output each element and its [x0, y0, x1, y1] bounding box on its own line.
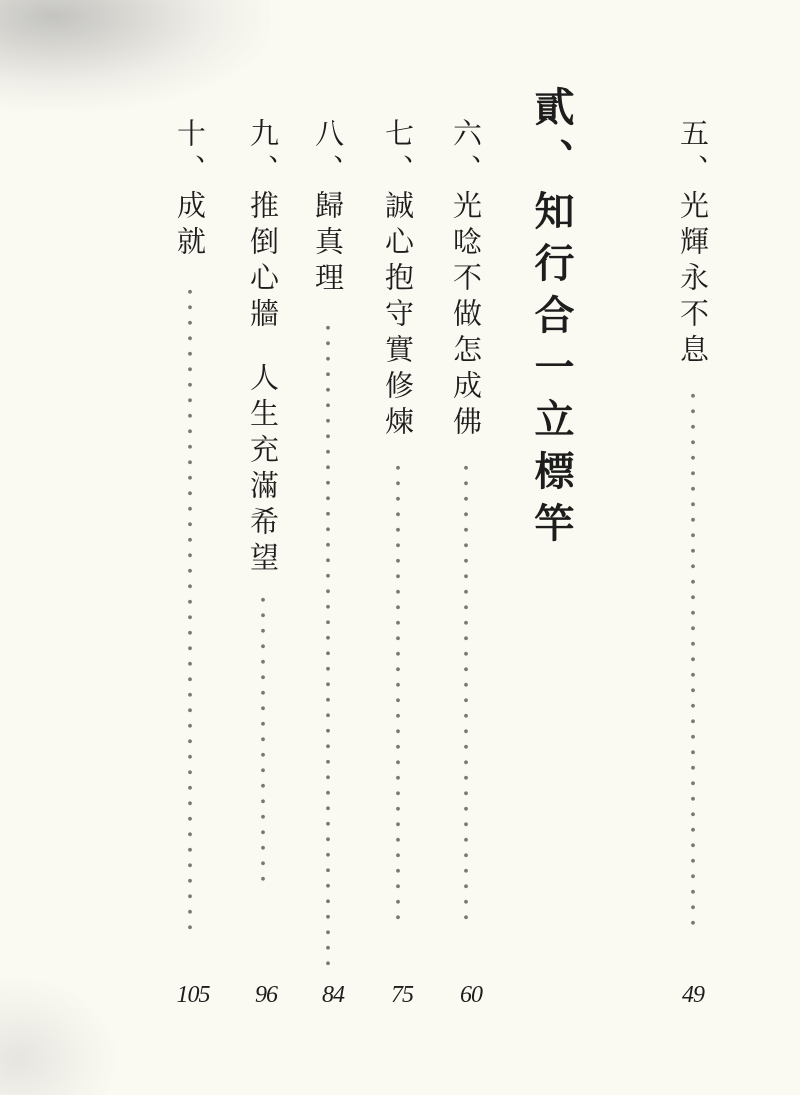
toc-entry-9[interactable]	[243, 118, 283, 892]
toc-entry-5[interactable]	[673, 118, 713, 933]
page-number: 84	[322, 982, 344, 1008]
scan-smudge	[0, 0, 270, 110]
dot-leader	[260, 592, 266, 892]
page-number: 96	[255, 982, 277, 1008]
toc-entry-8[interactable]	[308, 118, 348, 970]
dot-leader	[395, 460, 401, 923]
section-title	[527, 86, 575, 554]
entry-title: 十、成就	[173, 118, 207, 262]
page-number: 105	[176, 982, 210, 1008]
entry-title: 八、歸真理	[311, 118, 345, 298]
entry-subtitle: 人生充滿希望	[246, 362, 280, 578]
section-title-text: 貳、知行合一立標竿	[528, 86, 574, 554]
toc-entry-6[interactable]	[446, 118, 486, 923]
page-number: 75	[391, 982, 413, 1008]
entry-title: 六、光唸不做怎成佛	[449, 118, 483, 442]
dot-leader	[463, 460, 469, 923]
scan-smudge	[0, 975, 120, 1095]
toc-entry-10[interactable]	[170, 118, 210, 934]
dot-leader	[325, 320, 331, 970]
toc-entry-7[interactable]	[378, 118, 418, 923]
dot-leader	[690, 388, 696, 933]
page-number: 60	[460, 982, 482, 1008]
entry-title: 五、光輝永不息	[676, 118, 710, 370]
dot-leader	[187, 284, 193, 934]
page-number: 49	[682, 982, 704, 1008]
entry-title: 九、推倒心牆	[246, 118, 280, 334]
entry-title: 七、誠心抱守實修煉	[381, 118, 415, 442]
